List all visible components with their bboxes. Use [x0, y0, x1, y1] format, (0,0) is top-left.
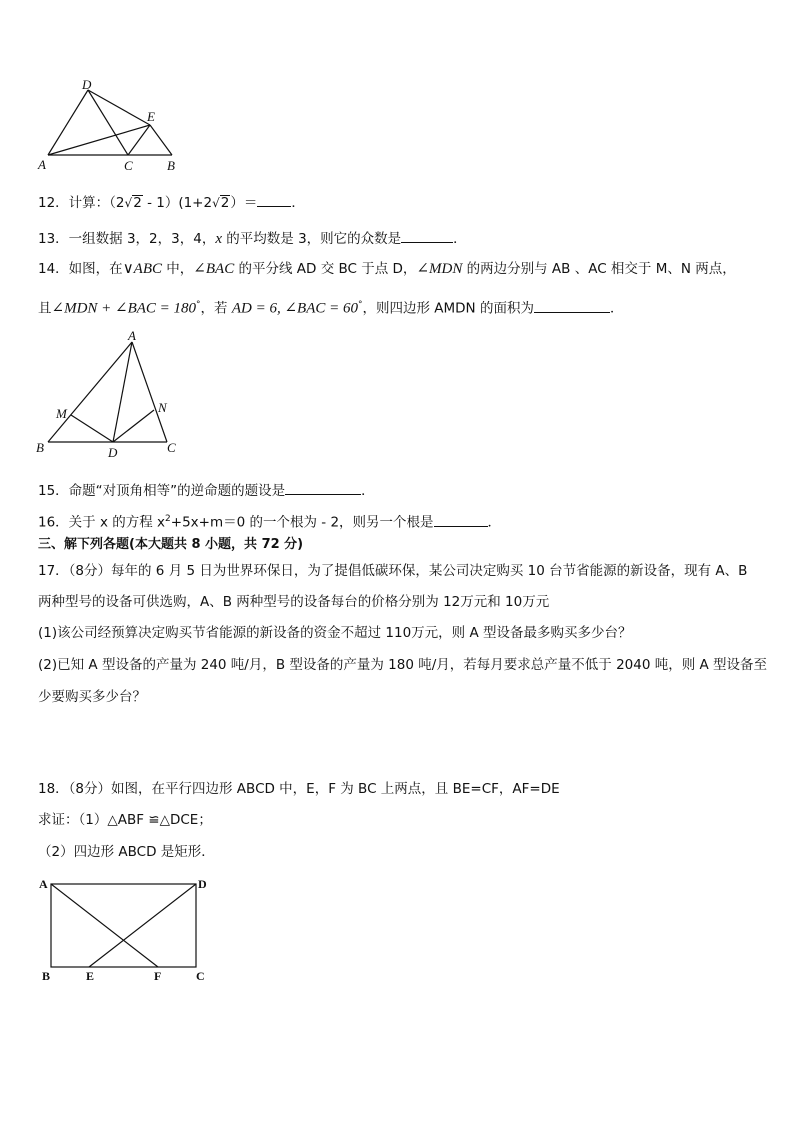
- label-b: B: [167, 158, 175, 173]
- label-b: B: [36, 440, 44, 455]
- question-18-line-2: 求证：（1）△ABF ≌△DCE；: [38, 812, 212, 828]
- label-a: A: [128, 328, 136, 343]
- question-18-line-1: 18．（8分）如图，在平行四边形 ABCD 中，E，F 为 BC 上两点，且 BE=CF，AF=DE: [38, 781, 560, 797]
- label-c: C: [124, 158, 133, 173]
- answer-blank[interactable]: [285, 480, 361, 495]
- label-c: C: [196, 969, 205, 983]
- label-d: D: [198, 877, 207, 891]
- question-17-part-1: (1)该公司经预算决定购买节省能源的新设备的资金不超过 110万元，则 A 型设备最多购买多少台？: [38, 625, 632, 641]
- label-a: A: [38, 157, 46, 172]
- question-17-line-1: 17．（8分）每年的 6 月 5 日为世界环保日，为了提倡低碳环保，某公司决定购买 10 台节省能源的新设备，现有 A、B: [38, 563, 748, 579]
- label-d: D: [108, 445, 118, 460]
- rectangle-figure-q18: [36, 872, 226, 987]
- triangle-figure-q11: [30, 78, 180, 173]
- question-17-line-5: 少要购买多少台？: [38, 689, 146, 705]
- label-d: D: [82, 77, 92, 92]
- label-f: F: [154, 969, 162, 983]
- question-14-line-2: 且∠MDN + ∠BAC = 180°，若 AD = 6, ∠BAC = 60°，则四边形 AMDN 的面积为 ．: [38, 296, 623, 318]
- label-b: B: [42, 969, 51, 983]
- question-17-line-2: 两种型号的设备可供选购，A、B 两种型号的设备每台的价格分别为 12万元和 10万元: [38, 594, 550, 610]
- label-n: N: [158, 400, 167, 415]
- label-a: A: [39, 877, 48, 891]
- question-15: 15．命题“对顶角相等”的逆命题的题设是 ．: [38, 480, 375, 500]
- label-m: M: [56, 406, 67, 421]
- answer-blank[interactable]: [534, 298, 610, 313]
- triangle-figure-q14: [30, 330, 190, 460]
- label-e: E: [147, 109, 155, 124]
- answer-blank[interactable]: [257, 192, 291, 207]
- question-16: 16．关于 x 的方程 $x^2+5x+m=0$ 的一个根为 - 2，则另一个根是 ．: [38, 510, 501, 532]
- question-12: 12．计算：（2√2 - 1）(1+2√2）＝ ．: [38, 192, 305, 212]
- answer-blank[interactable]: [434, 512, 488, 527]
- question-14-line-1: 14．如图，在∨ABC 中，∠BAC 的平分线 AD 交 BC 于点 D，∠MDN 的两边分别与 AB 、AC 相交于 M、N 两点，: [38, 261, 736, 277]
- question-18-line-3: （2）四边形 ABCD 是矩形．: [38, 844, 215, 860]
- label-c: C: [167, 440, 176, 455]
- answer-blank[interactable]: [401, 228, 453, 243]
- label-e: E: [86, 969, 95, 983]
- section-heading: 三、解下列各题(本大题共 8 小题，共 72 分): [38, 537, 304, 552]
- question-13: 13．一组数据 3，2，3，4，x 的平均数是 3，则它的众数是 ．: [38, 228, 467, 248]
- question-17-part-2: (2)已知 A 型设备的产量为 240 吨/月，B 型设备的产量为 180 吨/月，若每月要求总产量不低于 2040 吨，则 A 型设备至: [38, 657, 768, 673]
